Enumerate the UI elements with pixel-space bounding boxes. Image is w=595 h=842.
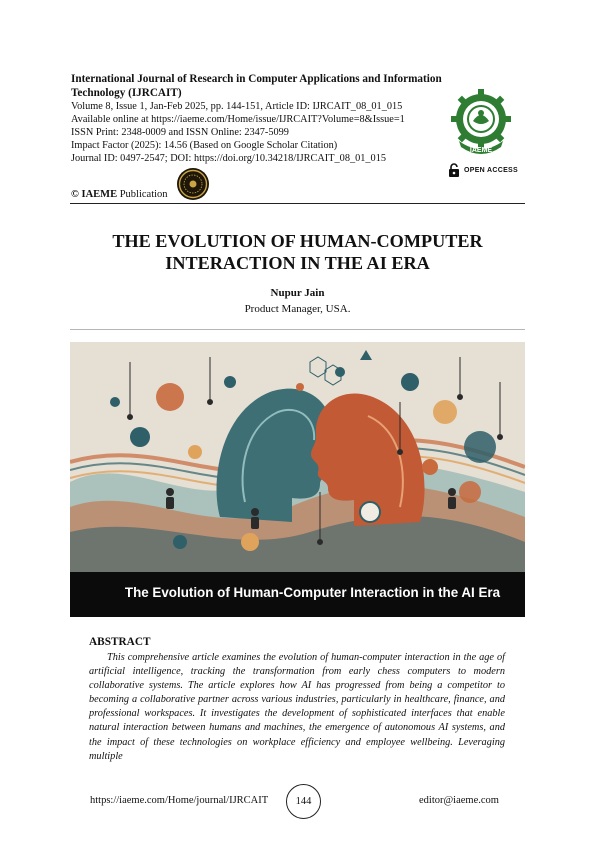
journal-title: International Journal of Research in Computer Applications and Information Technology (IJRCAIT)	[71, 73, 442, 99]
publication-suffix: Publication	[119, 189, 168, 200]
meta-available-online[interactable]: Available online at https://iaeme.com/Home/issue/IJRCAIT?Volume=8&Issue=1	[71, 114, 405, 126]
meta-impact-factor: Impact Factor (2025): 14.56 (Based on Google Scholar Citation)	[71, 140, 338, 152]
author-name: Nupur Jain	[270, 287, 325, 299]
article-metadata	[71, 100, 451, 165]
footer-email-link[interactable]: editor@iaeme.com	[419, 795, 499, 806]
meta-volume: Volume 8, Issue 1, Jan-Feb 2025, pp. 144-151, Article ID: IJRCAIT_08_01_015	[71, 101, 403, 112]
author-affiliation: Product Manager, USA.	[244, 303, 351, 315]
open-access-badge	[448, 162, 528, 178]
journal-logo-icon	[443, 83, 519, 159]
paper-title: THE EVOLUTION OF HUMAN-COMPUTER INTERACTION IN THE AI ERA	[112, 231, 483, 273]
gold-seal-icon	[176, 167, 210, 201]
publisher-name: IAEME	[81, 189, 118, 200]
meta-journal-id-doi[interactable]: Journal ID: 0497-2547; DOI: https://doi.org/10.34218/IJRCAIT_08_01_015	[71, 153, 386, 165]
hci-illustration	[70, 342, 525, 572]
abstract-heading: ABSTRACT	[89, 636, 151, 648]
abstract-text: This comprehensive article examines the evolution of human-computer interaction in the age of artificial intelligence, tracking the transformation from early chess computers to modern collaborative systems. The article explores how AI has progressed from being a competitor to becoming a collaborative partner across various industries, particularly in healthcare, finance, and professional workspaces. It investigates the development of sophisticated interfaces that enable natural interaction between humans and machines, the emergence of autonomous AI systems, and the impact of these technologies on workplace efficiency and employee wellbeing. Leveraging multiple	[89, 652, 505, 762]
header-divider	[70, 203, 525, 204]
copyright-symbol: ©	[71, 189, 79, 200]
publication-credit	[71, 189, 168, 200]
logo-text: IAEME	[469, 147, 493, 154]
title-divider	[70, 329, 525, 330]
footer-journal-link[interactable]: https://iaeme.com/Home/journal/IJRCAIT	[90, 795, 269, 806]
open-lock-icon	[448, 163, 460, 177]
open-access-label: OPEN ACCESS	[464, 166, 518, 174]
meta-issn: ISSN Print: 2348-0009 and ISSN Online: 2347-5099	[71, 127, 289, 139]
page-number: 144	[286, 784, 321, 819]
figure-caption: The Evolution of Human-Computer Interaction in the AI Era	[124, 585, 501, 600]
